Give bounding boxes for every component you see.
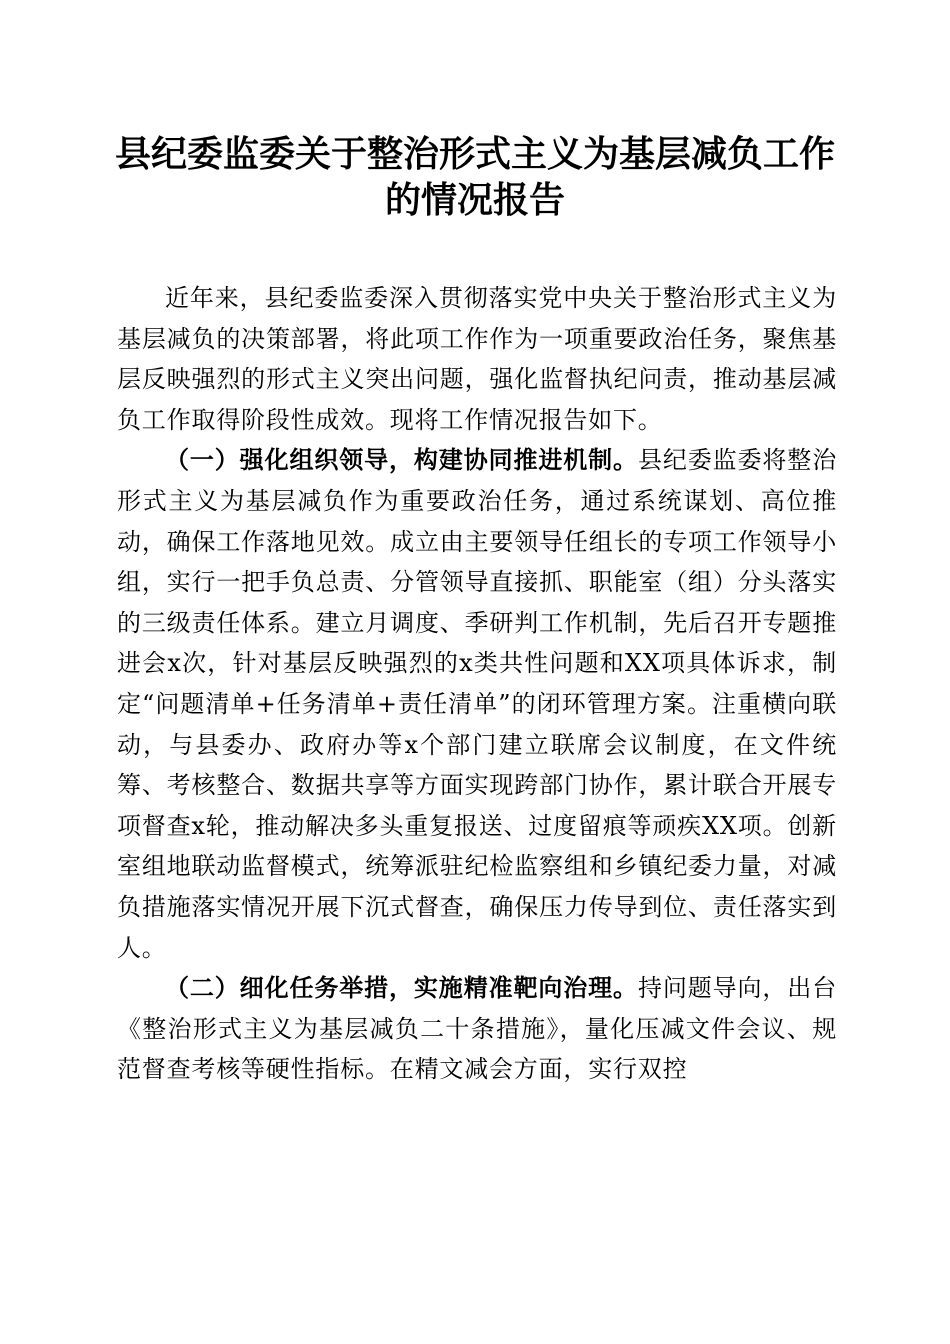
section-2-text: 持问题导向，出台《整治形式主义为基层减负二十条措施》，量化压减文件会议、规范督查考核等硬性指标。在精文减会方面，实行双控	[117, 974, 837, 1084]
document-body	[117, 278, 837, 1090]
title-line-1: 县纪委监委关于整治形式主义为基层减负工作	[114, 134, 835, 175]
title-line-2: 的情况报告	[384, 180, 565, 221]
document-title	[100, 132, 850, 224]
section-1-paragraph	[117, 440, 837, 968]
intro-paragraph: 近年来，县纪委监委深入贯彻落实党中央关于整治形式主义为基层减负的决策部署，将此项工作作为一项重要政治任务，聚焦基层反映强烈的形式主义突出问题，强化监督执纪问责，推动基层减负工作取得阶段性成效。现将工作情况报告如下。	[117, 284, 837, 434]
section-1-text: 县纪委监委将整治形式主义为基层减负作为重要政治任务，通过系统谋划、高位推动，确保工作落地见效。成立由主要领导任组长的专项工作领导小组，实行一把手负总责、分管领导直接抓、职能室（组）分头落实的三级责任体系。建立月调度、季研判工作机制，先后召开专题推进会x次，针对基层反映强烈的x类共性问题和XX项具体诉求，制定“问题清单+任务清单+责任清单”的闭环管理方案。注重横向联动，与县委办、政府办等x个部门建立联席会议制度，在文件统筹、考核整合、数据共享等方面实现跨部门协作，累计联合开展专项督查x轮，推动解决多头重复报送、过度留痕等顽疾XX项。创新室组地联动监督模式，统筹派驻纪检监察组和乡镇纪委力量，对减负措施落实情况开展下沉式督查，确保压力传导到位、责任落实到人。	[117, 446, 837, 962]
section-2-heading: （二）细化任务举措，实施精准靶向治理。	[165, 974, 638, 1003]
section-2-paragraph	[117, 968, 837, 1090]
section-1-heading: （一）强化组织领导，构建协同推进机制。	[165, 446, 638, 475]
